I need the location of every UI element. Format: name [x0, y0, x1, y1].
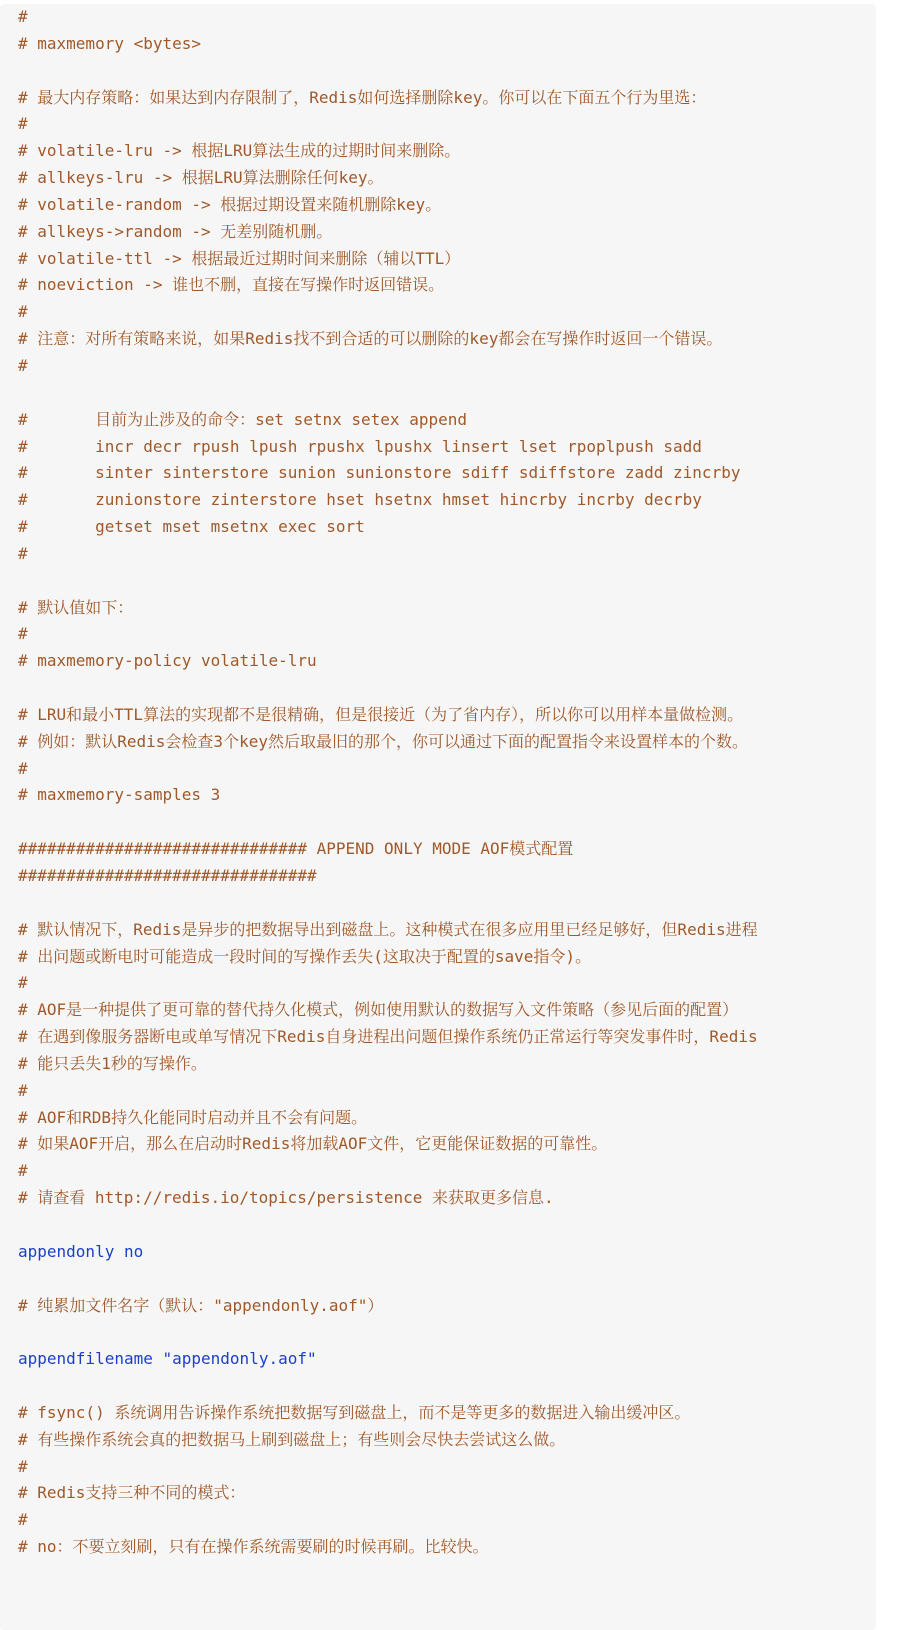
comment-line: # volatile-ttl -> 根据最近过期时间来删除（辅以TTL）: [18, 248, 461, 268]
blank-line: [18, 809, 876, 836]
comment-line: # 出问题或断电时可能造成一段时间的写操作丢失(这取决于配置的save指令)。: [18, 946, 592, 966]
comment-line: # maxmemory <bytes>: [18, 33, 202, 53]
comment-line: # 默认情况下，Redis是异步的把数据导出到磁盘上。这种模式在很多应用里已经足够好，但Redis进程: [18, 919, 758, 939]
comment-line: # 请查看 http://redis.io/topics/persistence 来获取更多信息.: [18, 1188, 554, 1208]
comment-line: # 能只丢失1秒的写操作。: [18, 1053, 207, 1073]
comment-line: # 例如：默认Redis会检查3个key然后取最旧的那个，你可以通过下面的配置指令来设置样本的个数。: [18, 731, 748, 751]
comment-line: #: [18, 1080, 28, 1100]
comment-line: # maxmemory-samples 3: [18, 785, 221, 805]
code-content: [18, 4, 876, 1561]
comment-line: #: [18, 543, 28, 563]
blank-line: [18, 1212, 876, 1239]
config-directive-line: appendfilename "appendonly.aof": [18, 1349, 317, 1369]
comment-line: # LRU和最小TTL算法的实现都不是很精确，但是很接近（为了省内存），所以你可以用样本量做检测。: [18, 704, 744, 724]
blank-line: [18, 1266, 876, 1293]
comment-line: # 在遇到像服务器断电或单写情况下Redis自身进程出问题但操作系统仍正常运行等突发事件时，Redis: [18, 1027, 758, 1047]
comment-line: # Redis支持三种不同的模式：: [18, 1483, 246, 1503]
blank-line: [18, 380, 876, 407]
comment-line: # AOF和RDB持久化能同时启动并且不会有问题。: [18, 1107, 368, 1127]
comment-line: # allkeys->random -> 无差别随机删。: [18, 221, 333, 241]
comment-line: # incr decr rpush lpush rpushx lpushx linsert lset rpoplpush sadd: [18, 436, 702, 456]
code-block: [0, 4, 876, 1630]
blank-line: [18, 1319, 876, 1346]
comment-line: ############################## APPEND ONLY MODE AOF模式配置: [18, 839, 574, 859]
comment-line: # zunionstore zinterstore hset hsetnx hmset hincrby incrby decrby: [18, 490, 702, 510]
comment-line: # volatile-lru -> 根据LRU算法生成的过期时间来删除。: [18, 141, 461, 161]
blank-line: [18, 1373, 876, 1400]
config-directive-line: appendonly no: [18, 1241, 144, 1261]
comment-line: # 最大内存策略：如果达到内存限制了，Redis如何选择删除key。你可以在下面五个行为里选：: [18, 87, 707, 107]
comment-line: # 默认值如下：: [18, 597, 134, 617]
comment-line: #: [18, 624, 28, 644]
blank-line: [18, 890, 876, 917]
comment-line: #: [18, 355, 28, 375]
comment-line: # maxmemory-policy volatile-lru: [18, 651, 317, 671]
comment-line: ###############################: [18, 866, 317, 885]
comment-line: # 注意：对所有策略来说，如果Redis找不到合适的可以删除的key都会在写操作时返回一个错误。: [18, 329, 723, 349]
comment-line: # 如果AOF开启，那么在启动时Redis将加载AOF文件，它更能保证数据的可靠性。: [18, 1134, 608, 1154]
comment-line: #: [18, 114, 28, 134]
comment-line: # sinter sinterstore sunion sunionstore sdiff sdiffstore zadd zincrby: [18, 463, 741, 483]
comment-line: # fsync() 系统调用告诉操作系统把数据写到磁盘上，而不是等更多的数据进入输出缓冲区。: [18, 1402, 691, 1422]
comment-line: #: [18, 1161, 28, 1181]
comment-line: #: [18, 7, 28, 26]
comment-line: # noeviction -> 谁也不删，直接在写操作时返回错误。: [18, 275, 445, 295]
blank-line: [18, 58, 876, 85]
comment-line: # AOF是一种提供了更可靠的替代持久化模式，例如使用默认的数据写入文件策略（参见后面的配置）: [18, 1000, 739, 1020]
comment-line: # allkeys-lru -> 根据LRU算法删除任何key。: [18, 168, 384, 188]
comment-line: # 目前为止涉及的命令：set setnx setex append: [18, 409, 467, 429]
comment-line: # volatile-random -> 根据过期设置来随机删除key。: [18, 194, 442, 214]
comment-line: # getset mset msetnx exec sort: [18, 517, 365, 537]
comment-line: # 有些操作系统会真的把数据马上刷到磁盘上；有些则会尽快去尝试这么做。: [18, 1429, 566, 1449]
blank-line: [18, 568, 876, 595]
comment-line: #: [18, 973, 28, 993]
comment-line: #: [18, 1456, 28, 1476]
comment-line: # no：不要立刻刷，只有在操作系统需要刷的时候再刷。比较快。: [18, 1537, 489, 1557]
blank-line: [18, 675, 876, 702]
comment-line: # 纯累加文件名字（默认："appendonly.aof"）: [18, 1295, 384, 1315]
comment-line: #: [18, 1510, 28, 1530]
comment-line: #: [18, 302, 28, 322]
comment-line: #: [18, 758, 28, 778]
